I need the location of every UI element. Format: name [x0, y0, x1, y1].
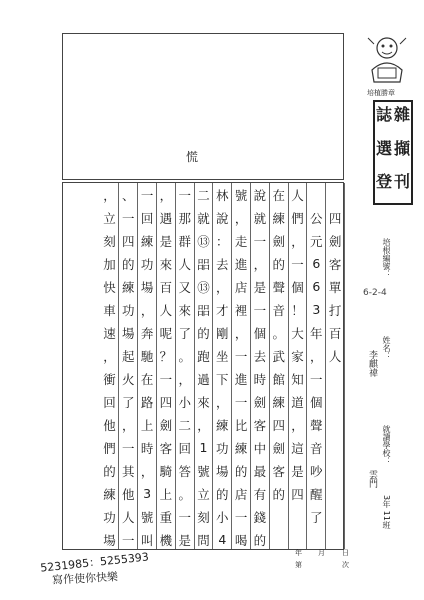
grid-column — [157, 183, 176, 549]
name-label: 姓名： — [382, 336, 391, 360]
grid-cell: 跑 — [197, 348, 210, 364]
grid-cell: 機 — [159, 532, 173, 548]
grid-column — [101, 183, 120, 549]
grid-cell: 百 — [328, 325, 342, 341]
grid-cell: 3 — [312, 302, 321, 317]
grid-cell: 場 — [122, 325, 135, 341]
grid-cell: 打 — [328, 302, 342, 318]
grid-cell: 劍 — [328, 233, 342, 249]
grid-cell: 練 — [122, 279, 135, 295]
grid-cell: 回 — [140, 210, 154, 226]
grid-cell: 們 — [103, 440, 116, 456]
mascot-logo-icon — [360, 30, 414, 92]
grid-column — [138, 183, 157, 549]
code-value: 6-2-4 — [363, 288, 387, 298]
grid-cell: 比 — [234, 417, 248, 433]
grid-cell: 一 — [159, 371, 173, 387]
grid-cell: 騎 — [159, 463, 173, 479]
composition-grid — [62, 182, 344, 550]
grid-cell: 一 — [178, 509, 191, 525]
grid-cell: 答 — [178, 463, 191, 479]
grid-cell: 。 — [272, 325, 285, 341]
name-value: 李麒禕 — [367, 350, 377, 377]
month-label: 月 — [318, 549, 325, 557]
grid-cell: 的 — [272, 486, 285, 502]
grid-cell: 剛 — [216, 325, 229, 341]
grid-column — [176, 183, 195, 549]
grid-cell: 3 — [143, 486, 152, 501]
grid-cell: 了 — [122, 394, 135, 410]
grid-cell: 一 — [234, 394, 248, 410]
grid-cell: 1 — [199, 440, 208, 455]
grid-cell: 年 — [310, 325, 323, 341]
grid-cell: 走 — [234, 233, 248, 249]
grid-cell: 馳 — [140, 348, 154, 364]
grid-cell: 㗊 — [197, 302, 210, 318]
grid-cell: ， — [253, 256, 267, 272]
grid-cell: 音 — [272, 302, 285, 318]
grid-cell: 個 — [253, 325, 267, 341]
grid-cell: 聲 — [272, 279, 285, 295]
grid-cell: 他 — [103, 417, 116, 433]
grid-cell: 店 — [234, 486, 248, 502]
grid-cell: 練 — [234, 440, 248, 456]
grid-cell: 功 — [122, 302, 135, 318]
grid-column — [326, 183, 345, 549]
grid-cell: ， — [140, 463, 154, 479]
grid-cell: 一 — [122, 440, 135, 456]
grid-cell: ， — [216, 394, 229, 410]
grid-cell — [307, 183, 325, 206]
grid-column — [195, 183, 214, 549]
grid-cell: ， — [234, 210, 248, 226]
grid-cell: 個 — [310, 394, 323, 410]
grid-cell: 是 — [159, 233, 173, 249]
grid-cell: 說 — [216, 210, 229, 226]
grid-cell: 元 — [310, 233, 323, 249]
grid-cell: 劍 — [253, 394, 267, 410]
grid-cell — [326, 413, 344, 436]
grid-cell: 路 — [140, 394, 154, 410]
grid-cell: ， — [197, 417, 210, 433]
page-label: 第 — [295, 561, 302, 569]
grid-cell: 道 — [291, 394, 304, 410]
grid-cell: 奔 — [140, 325, 154, 341]
grid-cell: 這 — [291, 440, 304, 456]
grid-cell: 二 — [178, 417, 191, 433]
grid-cell: 。 — [178, 486, 191, 502]
times-label: 次 — [342, 561, 349, 569]
grid-cell: 其 — [122, 463, 135, 479]
grid-cell: 坐 — [216, 348, 229, 364]
grid-cell: 過 — [197, 371, 210, 387]
grid-cell: 來 — [178, 302, 191, 318]
grid-cell: 功 — [140, 256, 154, 272]
grid-cell: 在 — [140, 371, 154, 387]
grid-cell: 吵 — [310, 463, 323, 479]
grid-cell: 立 — [103, 210, 116, 226]
grid-cell: 呢 — [159, 325, 173, 341]
grid-cell: 了 — [310, 509, 323, 525]
grid-cell: 場 — [103, 532, 116, 548]
grid-cell: 四 — [328, 210, 342, 226]
grid-cell: 那 — [178, 210, 191, 226]
grid-cell — [326, 390, 344, 413]
grid-cell: ， — [140, 302, 154, 318]
grid-cell: 人 — [159, 302, 173, 318]
code-label: 培根編號： — [382, 238, 391, 278]
grid-cell: 的 — [122, 256, 135, 272]
grid-cell: 遇 — [159, 210, 173, 226]
signature-numbers: 5231985：5255393 — [39, 550, 150, 575]
grid-column — [119, 183, 138, 549]
grid-cell: 去 — [216, 256, 229, 272]
grid-cell: 人 — [291, 187, 304, 203]
grid-cell: 火 — [122, 371, 135, 387]
grid-cell: ， — [178, 371, 191, 387]
grid-cell: 4 — [218, 532, 227, 547]
grid-column — [232, 183, 251, 549]
grid-cell: 刻 — [197, 509, 210, 525]
school-label: 就讀學校： — [382, 425, 391, 465]
grid-cell: ， — [291, 233, 304, 249]
grid-cell: 的 — [253, 532, 267, 548]
grid-cell: 㗊 — [197, 256, 210, 272]
grid-cell: ？ — [159, 348, 173, 364]
grid-cell: ⑬ — [197, 233, 210, 249]
grid-cell: 醒 — [310, 486, 323, 502]
grid-cell: 一 — [178, 187, 191, 203]
grid-column — [270, 183, 289, 549]
grid-cell — [326, 367, 344, 390]
illustration-box — [62, 33, 344, 180]
grid-cell: 店 — [234, 279, 248, 295]
grid-cell: 才 — [216, 302, 229, 318]
grid-cell: 速 — [103, 325, 116, 341]
grid-cell: 一 — [291, 256, 304, 272]
grid-cell: 的 — [216, 486, 229, 502]
grid-cell: 劍 — [272, 440, 285, 456]
logo-caption: 培植勝章 — [367, 89, 395, 97]
grid-cell — [289, 505, 307, 528]
school-value: 雲門 — [367, 470, 377, 488]
grid-cell: 林 — [216, 187, 229, 203]
grid-cell: 最 — [253, 463, 267, 479]
grid-cell: 劍 — [272, 233, 285, 249]
grid-cell: 一 — [310, 371, 323, 387]
grid-cell: 時 — [140, 440, 154, 456]
grid-cell: ， — [291, 417, 304, 433]
grid-cell: 大 — [291, 325, 304, 341]
stamp-char: 雜 — [393, 105, 410, 124]
grid-cell: 場 — [140, 279, 154, 295]
grid-cell: 是 — [291, 463, 304, 479]
grid-cell: 進 — [234, 371, 248, 387]
grid-cell: ， — [159, 187, 173, 203]
grid-cell: 客 — [253, 417, 267, 433]
grid-cell: 時 — [253, 371, 267, 387]
grid-cell: 二 — [197, 187, 210, 203]
grid-cell: 一 — [234, 509, 248, 525]
grid-cell: 功 — [103, 509, 116, 525]
grid-cell: 家 — [291, 348, 304, 364]
grid-cell: 有 — [253, 486, 267, 502]
grid-cell: 練 — [103, 486, 116, 502]
grid-cell: 劍 — [159, 417, 173, 433]
grid-cell: 們 — [291, 210, 304, 226]
grid-column — [307, 183, 326, 549]
grid-cell: ， — [310, 348, 323, 364]
grid-cell: 6 — [312, 256, 321, 271]
grid-cell: 客 — [272, 463, 285, 479]
grid-cell: 一 — [122, 532, 135, 548]
grid-column — [251, 183, 270, 549]
grid-cell: 問 — [197, 532, 210, 548]
grid-cell: 功 — [216, 440, 229, 456]
grid-cell — [326, 436, 344, 459]
grid-cell: 號 — [197, 463, 210, 479]
grid-cell: 的 — [272, 256, 285, 272]
grid-cell: 就 — [253, 210, 267, 226]
grid-cell: ！ — [291, 302, 304, 318]
grid-cell: 練 — [272, 394, 285, 410]
grid-column — [213, 183, 232, 549]
grid-cell: 喝 — [234, 532, 248, 548]
grid-cell: 一 — [140, 187, 154, 203]
grid-cell: 知 — [291, 371, 304, 387]
grid-column — [289, 183, 308, 549]
signature-motto: 寫作使你快樂 — [51, 570, 119, 587]
grid-cell: 來 — [197, 394, 210, 410]
grid-cell: 場 — [216, 463, 229, 479]
grid-cell: ， — [122, 417, 135, 433]
grid-cell: ， — [103, 348, 116, 364]
grid-cell: 人 — [122, 509, 135, 525]
grid-cell: 一 — [253, 233, 267, 249]
grid-cell: 。 — [178, 348, 191, 364]
grid-cell: 練 — [216, 417, 229, 433]
grid-cell: 四 — [122, 233, 135, 249]
grid-cell: 中 — [253, 440, 267, 456]
grid-cell — [270, 505, 288, 528]
grid-cell: 上 — [159, 486, 173, 502]
grid-cell: 的 — [234, 463, 248, 479]
grid-cell: ： — [216, 233, 229, 249]
grid-cell: 號 — [234, 187, 248, 203]
grid-cell: 回 — [178, 440, 191, 456]
grid-cell: 一 — [253, 302, 267, 318]
stamp-char: 誌 — [375, 105, 392, 124]
grid-cell: 的 — [197, 325, 210, 341]
stamp-char: 登 — [375, 172, 392, 192]
grid-cell: 人 — [328, 348, 342, 364]
grid-cell — [326, 183, 344, 206]
grid-cell: 說 — [253, 187, 267, 203]
grid-cell: ， — [234, 325, 248, 341]
grid-cell: 客 — [159, 440, 173, 456]
grid-cell: 、 — [122, 187, 135, 203]
grid-cell: ⑬ — [197, 279, 210, 295]
grid-cell: 個 — [291, 279, 304, 295]
grid-cell: 下 — [216, 371, 229, 387]
grid-cell: 小 — [216, 509, 229, 525]
grid-cell: 了 — [178, 325, 191, 341]
grid-cell: 練 — [140, 233, 154, 249]
grid-cell: 叫 — [140, 532, 154, 548]
grid-cell: 是 — [253, 279, 267, 295]
grid-cell: 人 — [178, 256, 191, 272]
grid-cell: 他 — [122, 486, 135, 502]
grid-cell: 館 — [272, 371, 285, 387]
grid-cell: 一 — [234, 348, 248, 364]
grid-cell: 回 — [103, 394, 116, 410]
grid-cell: 音 — [310, 440, 323, 456]
year-label: 年 — [295, 549, 302, 557]
grid-cell — [326, 482, 344, 505]
grid-cell: 車 — [103, 302, 116, 318]
grid-cell: 進 — [234, 256, 248, 272]
grid-cell: 重 — [159, 509, 173, 525]
grid-cell — [326, 459, 344, 482]
grid-cell: 小 — [178, 394, 191, 410]
stamp-char: 刊 — [393, 172, 410, 192]
grid-cell: 百 — [159, 279, 173, 295]
grid-cell: 是 — [178, 532, 191, 548]
grid-cell: 練 — [272, 210, 285, 226]
grid-cell: 四 — [291, 486, 304, 502]
publication-stamp — [373, 100, 413, 205]
grid-cell: 快 — [103, 279, 116, 295]
grid-cell — [270, 528, 288, 551]
grid-cell: 來 — [159, 256, 173, 272]
grid-cell: 錢 — [253, 509, 267, 525]
grid-cell: 在 — [272, 187, 285, 203]
grid-cell: 立 — [197, 486, 210, 502]
grid-cell: 群 — [178, 233, 191, 249]
grid-cell: 加 — [103, 256, 116, 272]
grid-cell: 衝 — [103, 371, 116, 387]
stamp-char: 擷 — [393, 138, 410, 158]
grid-cell: 又 — [178, 279, 191, 295]
grid-cell: 四 — [159, 394, 173, 410]
day-label: 日 — [342, 549, 349, 557]
grid-cell: 武 — [272, 348, 285, 364]
grid-cell: 客 — [328, 256, 342, 272]
grade-value: 3年 11班 — [382, 495, 391, 529]
grid-cell: ， — [103, 187, 116, 203]
grid-cell: 單 — [328, 279, 342, 295]
grid-cell: ， — [216, 279, 229, 295]
grid-cell: 裡 — [234, 302, 248, 318]
grid-cell: 刻 — [103, 233, 116, 249]
grid-cell: 就 — [197, 210, 210, 226]
grid-cell: 聲 — [310, 417, 323, 433]
stamp-char: 選 — [375, 138, 392, 158]
grid-cell: 6 — [312, 279, 321, 294]
grid-cell: 的 — [103, 463, 116, 479]
illustration-word: 慌 — [186, 150, 200, 164]
grid-cell: 四 — [272, 417, 285, 433]
grid-cell: 起 — [122, 348, 135, 364]
grid-cell: 公 — [310, 210, 323, 226]
grid-cell: 上 — [140, 417, 154, 433]
grid-cell: 去 — [253, 348, 267, 364]
grid-cell: 一 — [122, 210, 135, 226]
grid-cell: 號 — [140, 509, 154, 525]
grid-cell — [326, 505, 344, 528]
